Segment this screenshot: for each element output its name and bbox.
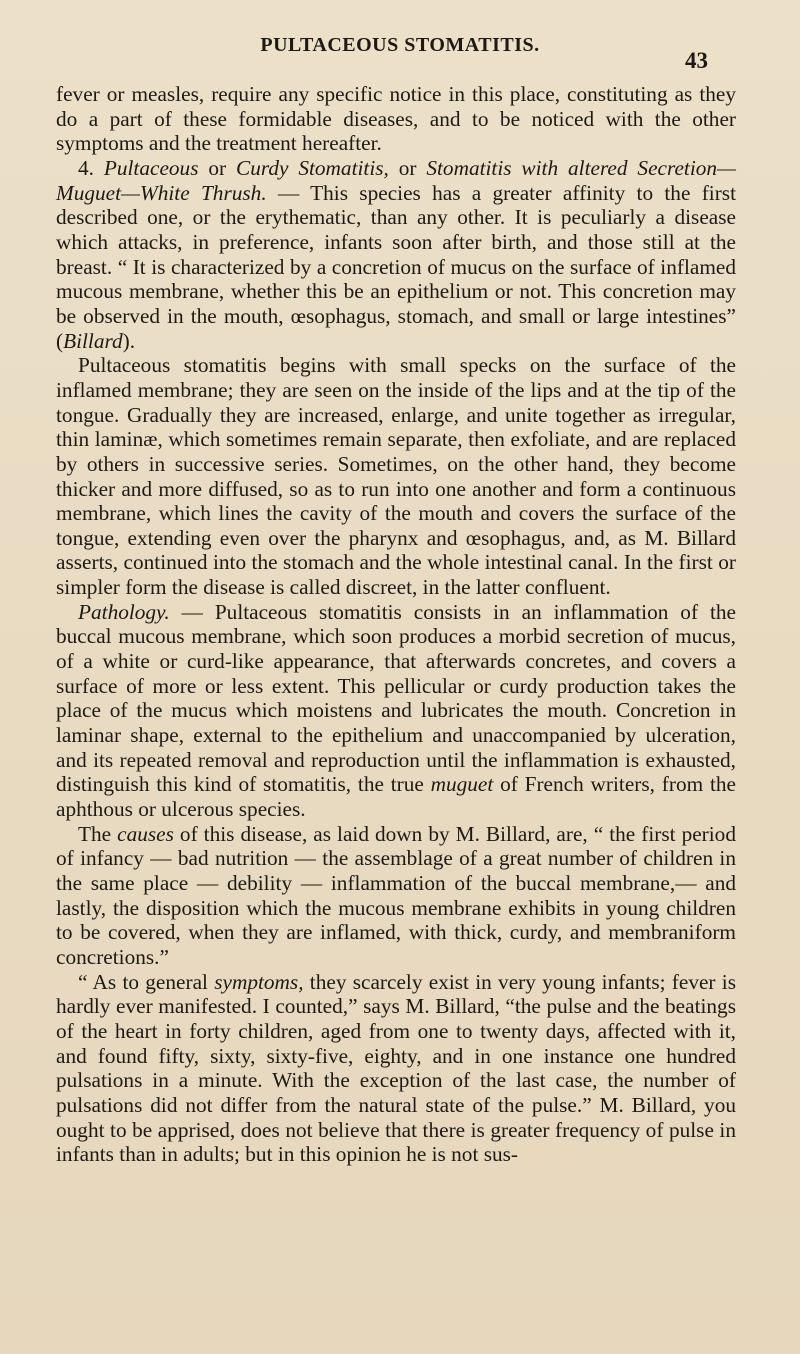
section-title-altered-secretion: Stomatitis with altered Secretion—Muguet—White Thrush.: [56, 155, 736, 205]
paragraph-pathology: [56, 600, 736, 822]
symptoms-lead: “ As to general: [78, 969, 215, 994]
section-number: 4.: [78, 155, 104, 180]
body-text: [56, 82, 736, 1167]
section-title-connector: or: [388, 155, 427, 180]
section-text: — This species has a greater affinity to the first described one, or the erythematic, than any other. It is peculiarly a disease which attacks, in preference, infants soon after birth, and those still at the breast. “ It is characterized by a concretion of mucus on the surface of inflamed mucous membrane, whether this be an epithelium or not. This concretion may be observed in the mouth, œsophagus, stomach, and small or large intestines” (: [56, 180, 736, 353]
causes-text: of this disease, as laid down by M. Billard, are, “ the first period of infancy — bad nutrition — the assemblage of a great number of children in the same place — debility — inflammation of the buccal membrane,— and lastly, the disposition which the mucous membrane exhibits in young children to be covered, when they are inflamed, with thick, curdy, and membraniform concretions.”: [56, 821, 736, 969]
paragraph-section-4: [56, 156, 736, 353]
paragraph-fever: fever or measles, require any specific notice in this place, constituting as they do a part of these formidable diseases, and to be noticed with the other symptoms and the treatment hereafter.: [56, 82, 736, 156]
muguet-term: muguet: [430, 772, 494, 797]
pathology-text-end: of French writers, from the aphthous or ulcerous species.: [56, 772, 736, 822]
running-head: PULTACEOUS STOMATITIS.: [260, 34, 540, 56]
section-title-connector: or: [198, 155, 236, 180]
section-title-curdy: Curdy Stomatitis,: [236, 155, 389, 180]
paragraph-causes: [56, 822, 736, 970]
causes-term: causes: [117, 821, 174, 846]
section-title-pultaceous: Pultaceous: [103, 155, 199, 180]
citation-billard: Billard: [63, 328, 123, 353]
page-header: [0, 34, 800, 73]
pathology-text: — Pultaceous stomatitis consists in an inflammation of the buccal mucous membrane, which soon produces a morbid secretion of mucus, of a white or curd-like appearance, that afterwards concretes, and covers a surface of more or less extent. This pellicular or curdy production takes the place of the mucus which moistens and lubricates the mouth. Concretion in laminar shape, external to the epithelium and unaccompanied by ulceration, and its repeated removal and reproduction until the inflammation is exhausted, distinguish this kind of stomatitis, the true: [56, 599, 736, 797]
page-number: 43: [685, 48, 708, 73]
causes-lead: The: [78, 821, 118, 846]
symptoms-text: they scarcely exist in very young infants; fever is hardly ever manifested. I counted,” says M. Billard, “the pulse and the beatings of the heart in forty children, aged from one to twenty days, affected with it, and found fifty, sixty, sixty-five, eighty, and in one instance one hundred pulsations in a minute. With the exception of the last case, the number of pulsations did not differ from the natural state of the pulse.” M. Billard, you ought to be apprised, does not believe that there is greater frequency of pulse in infants than in adults; but in this opinion he is not sus-: [56, 969, 736, 1167]
symptoms-term: symptoms,: [214, 969, 304, 994]
pathology-label: Pathology.: [78, 599, 170, 624]
section-text-end: ).: [122, 328, 136, 353]
paragraph-symptoms: [56, 970, 736, 1167]
paragraph-specks: Pultaceous stomatitis begins with small specks on the surface of the inflamed membrane; they are seen on the inside of the lips and at the tip of the tongue. Gradually they are increased, enlarge, and unite together as irregular, thin laminæ, which sometimes remain separate, then exfoliate, and are replaced by others in successive series. Sometimes, on the other hand, they become thicker and more diffused, so as to run into one another and form a continuous membrane, which lines the cavity of the mouth and covers the surface of the tongue, extending even over the pharynx and œsophagus, and, as M. Billard asserts, continued into the stomach and the whole intestinal canal. In the first or simpler form the disease is called discreet, in the latter confluent.: [56, 353, 736, 600]
